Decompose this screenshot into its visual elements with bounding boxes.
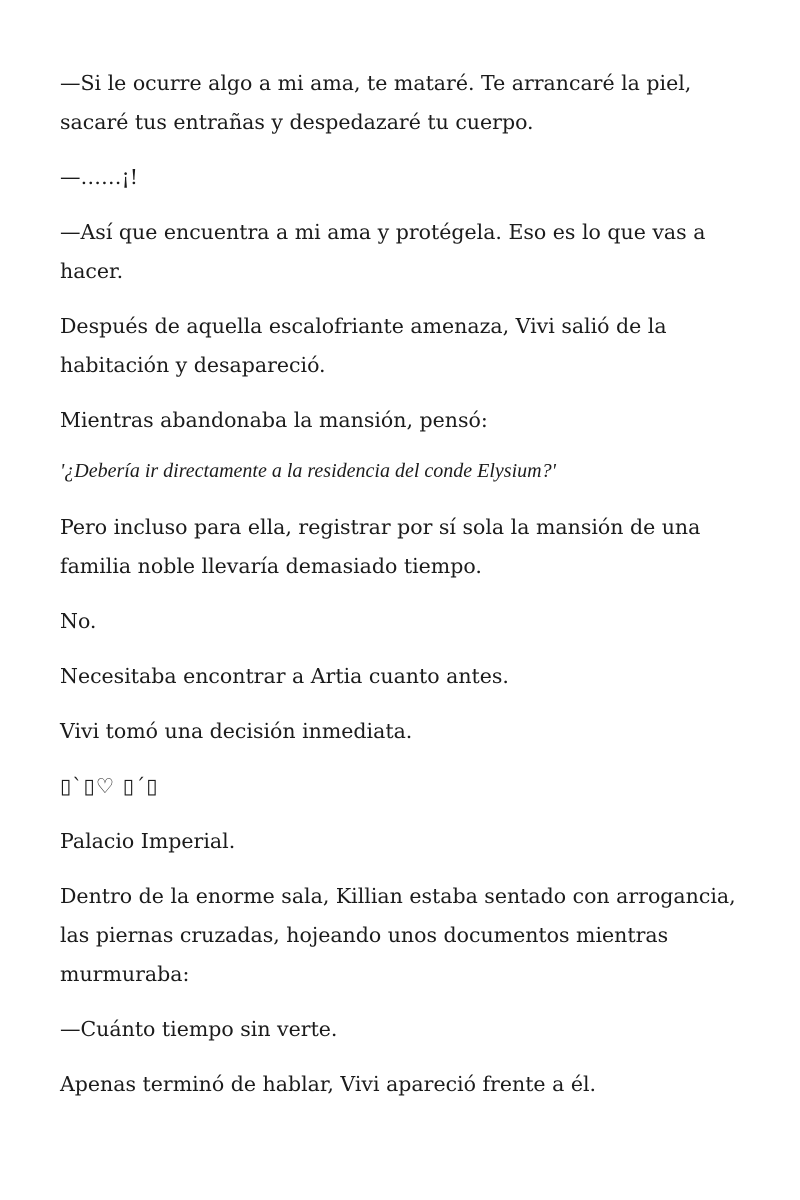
paragraph-search-time: Pero incluso para ella, registrar por sí sola la mansión de una familia noble llevaría demasiado tiempo. bbox=[60, 515, 701, 578]
paragraph-vivi-appears: Apenas terminó de hablar, Vivi apareció frente a él. bbox=[60, 1072, 597, 1096]
paragraph-inner-thought: '¿Debería ir directamente a la residencia del conde Elysium?' bbox=[60, 460, 556, 482]
paragraph-no: No. bbox=[60, 609, 97, 633]
paragraph-vivi-leaves: Después de aquella escalofriante amenaza, Vivi salió de la habitación y desapareció. bbox=[60, 314, 667, 377]
scene-separator: ▯`▯♡ ▯´▯ bbox=[60, 774, 159, 798]
paragraph-threat: —Si le ocurre algo a mi ama, te mataré. Te arrancaré la piel, sacaré tus entrañas y despedazaré tu cuerpo. bbox=[60, 71, 692, 134]
paragraph-protect-order: —Así que encuentra a mi ama y protégela. Eso es lo que vas a hacer. bbox=[60, 220, 706, 283]
paragraph-greeting: —Cuánto tiempo sin verte. bbox=[60, 1017, 338, 1041]
paragraph-decision: Vivi tomó una decisión inmediata. bbox=[60, 719, 413, 743]
paragraph-find-artia: Necesitaba encontrar a Artia cuanto antes. bbox=[60, 664, 509, 688]
document-body bbox=[60, 64, 750, 1120]
paragraph-thought-intro: Mientras abandonaba la mansión, pensó: bbox=[60, 408, 488, 432]
paragraph-location: Palacio Imperial. bbox=[60, 829, 236, 853]
paragraph-killian: Dentro de la enorme sala, Killian estaba sentado con arrogancia, las piernas cruzadas, hojeando unos documentos mientras murmuraba: bbox=[60, 884, 736, 986]
paragraph-exclamation: —……¡! bbox=[60, 165, 138, 189]
